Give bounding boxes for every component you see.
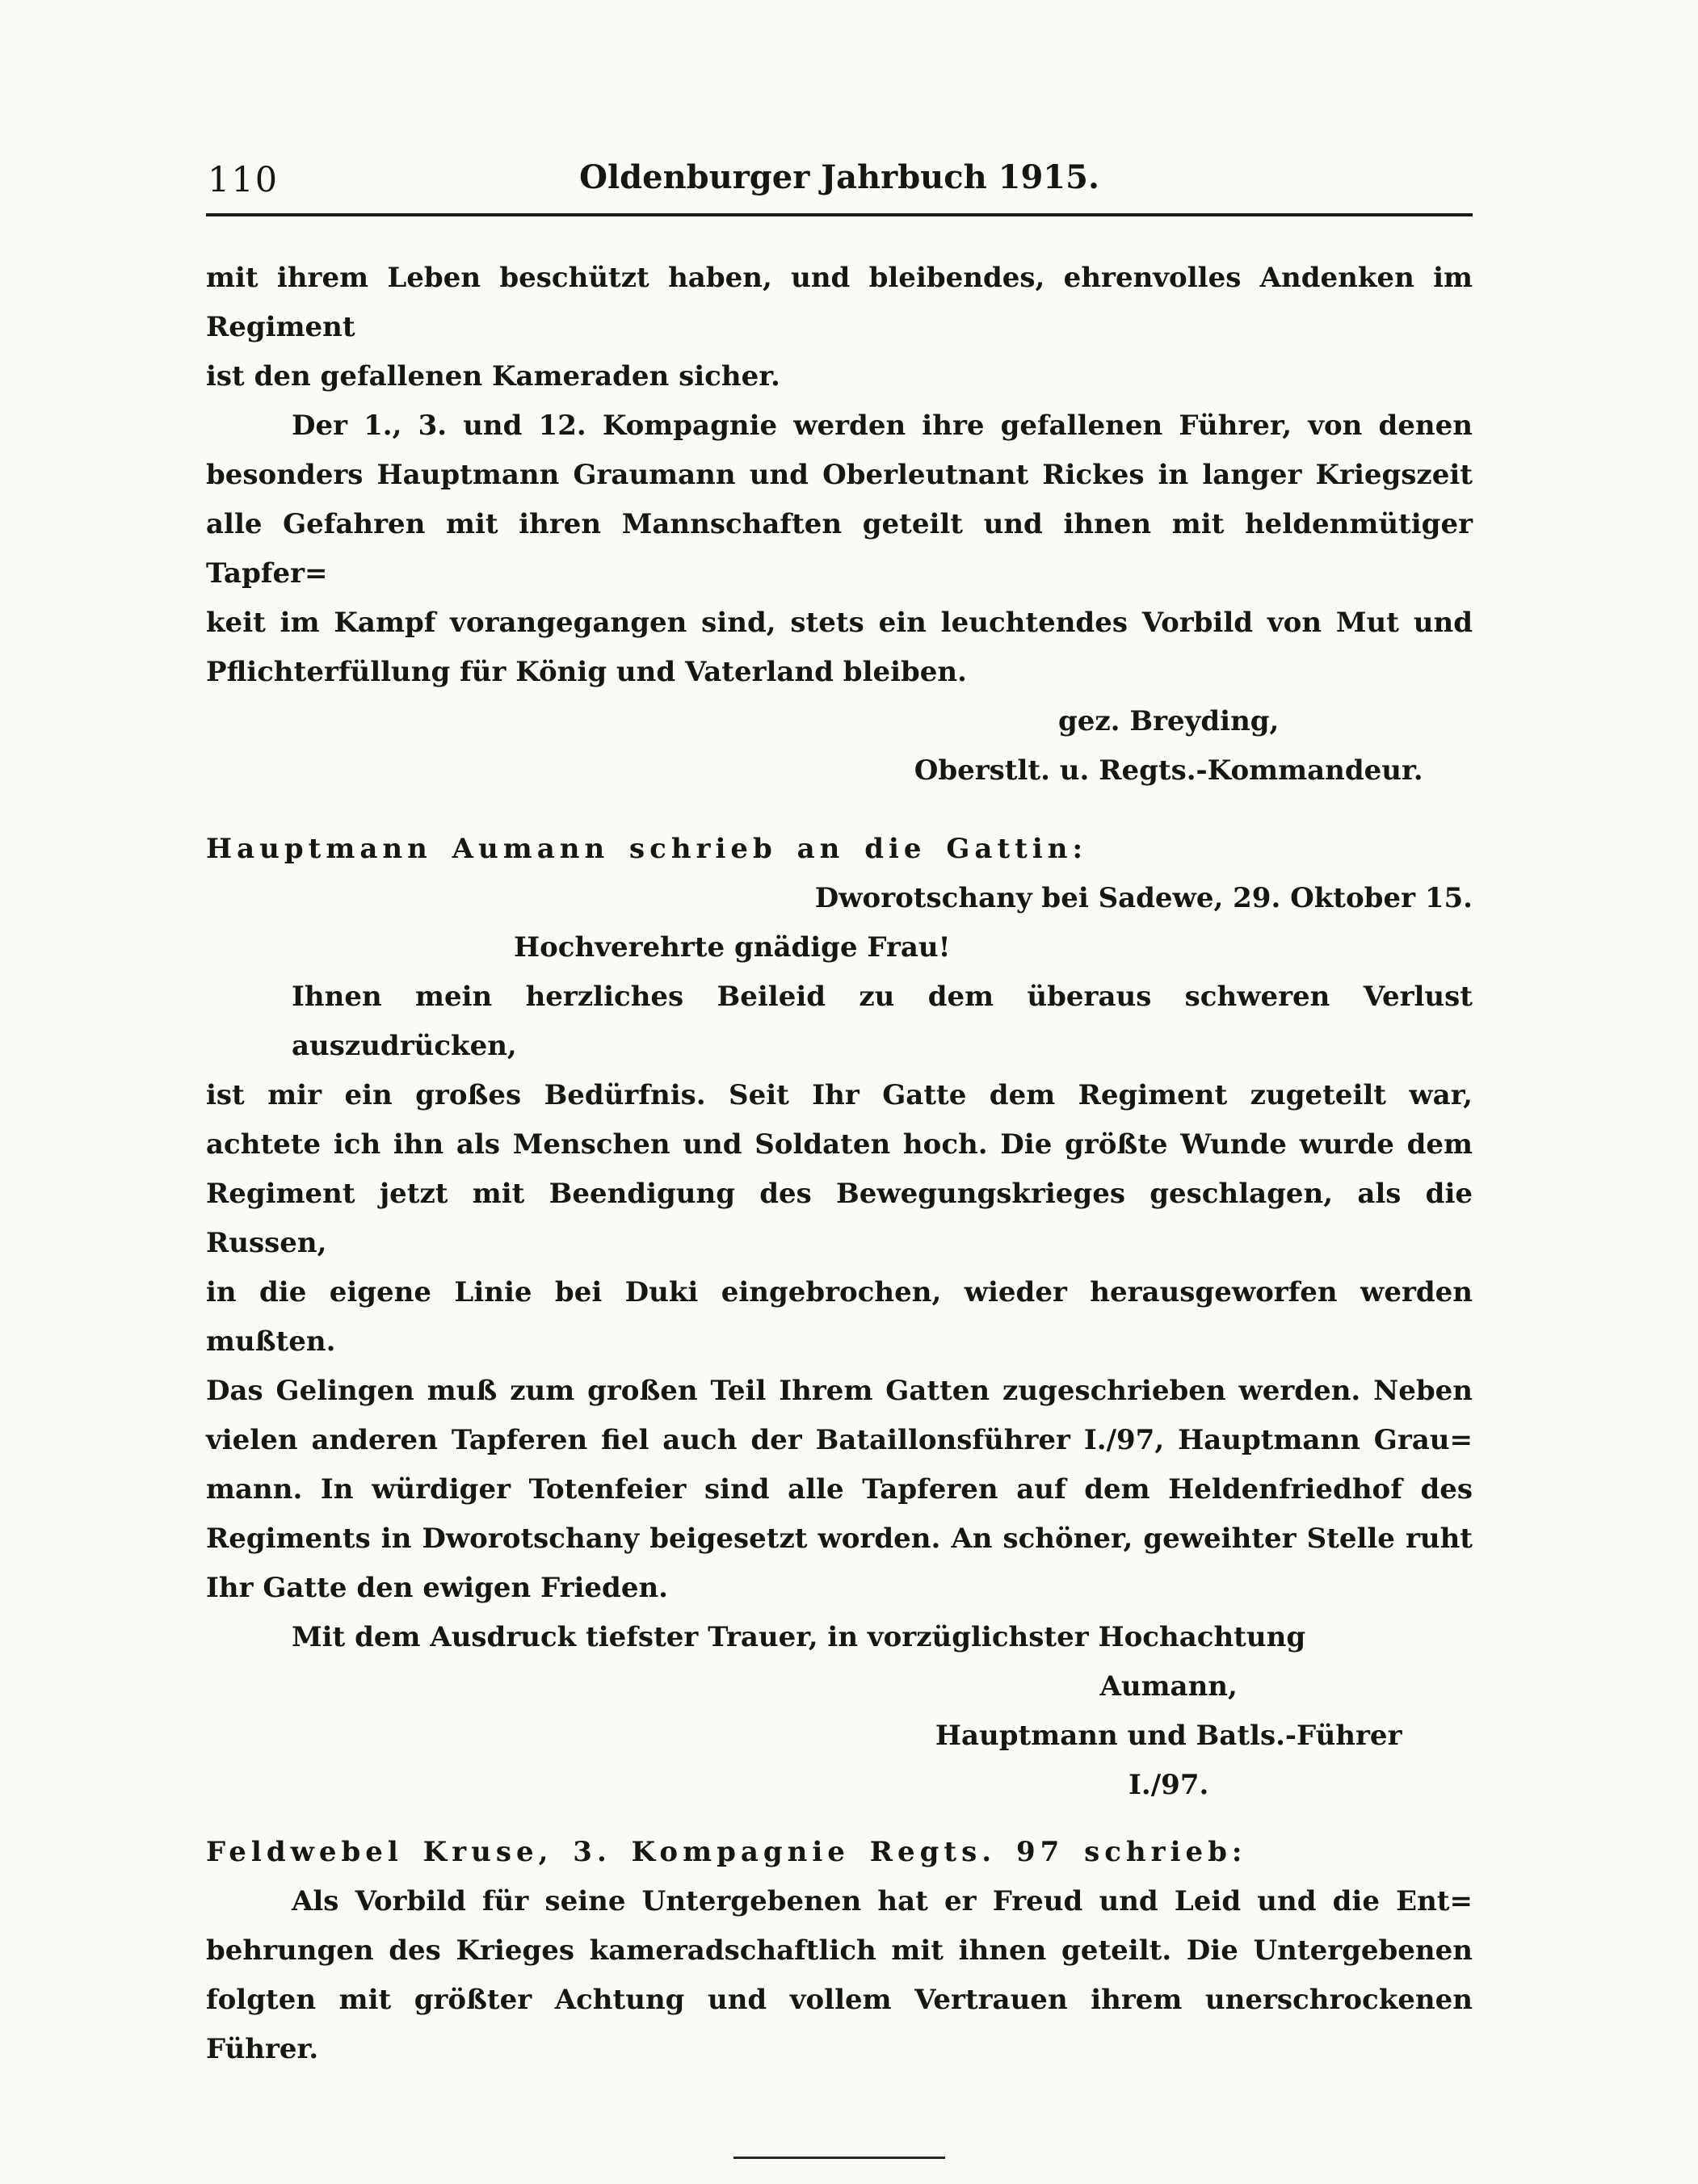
text-line: Ihr Gatte den ewigen Frieden. [206, 1572, 669, 1604]
section-divider-rule [733, 2157, 945, 2159]
text-line: ist mir ein großes Bedürfnis. Seit Ihr Gatte dem Regiment zugeteilt war, [206, 1079, 1473, 1111]
text-line: besonders Hauptmann Graumann und Oberleutnant Rickes in langer Kriegszeit [206, 459, 1473, 491]
text-line: in die eigene Linie bei Duki eingebrochen, wieder herausgeworfen werden mußten. [206, 1276, 1473, 1358]
page-header [206, 158, 1473, 200]
letter-salutation: Hochverehrte gnädige Frau! [514, 931, 951, 964]
signature-unit: I./97. [1128, 1769, 1209, 1801]
signature-rank: Oberstlt. u. Regts.-Kommandeur. [914, 754, 1423, 787]
text-line: mit ihrem Leben beschützt haben, und bleibendes, ehrenvolles Andenken im Regiment [206, 262, 1473, 343]
text-line: mann. In würdiger Totenfeier sind alle Tapferen auf dem Heldenfriedhof des [206, 1473, 1473, 1506]
text-line: Als Vorbild für seine Untergebenen hat er Freud und Leid und die Ent= [292, 1885, 1473, 1917]
text-line: achtete ich ihn als Menschen und Soldaten hoch. Die größte Wunde wurde dem [206, 1128, 1473, 1161]
text-line: vielen anderen Tapferen fiel auch der Bataillonsführer I./97, Hauptmann Grau= [206, 1424, 1473, 1456]
signature-aumann [864, 1662, 1473, 1810]
text-line: keit im Kampf vorangegangen sind, stets ein leuchtendes Vorbild von Mut und [206, 607, 1473, 639]
kruse-body [206, 1877, 1473, 2074]
page-number: 110 [208, 160, 279, 200]
signature-breyding [864, 697, 1473, 796]
text-block [206, 254, 1473, 2159]
text-line: folgten mit größter Achtung und vollem Vertrauen ihrem unerschrockenen Führer. [206, 1984, 1473, 2065]
journal-title: Oldenburger Jahrbuch 1915. [579, 158, 1099, 196]
text-line: Regiment jetzt mit Beendigung des Bewegungskrieges geschlagen, als die Russen, [206, 1178, 1473, 1259]
section-heading-kruse: Feldwebel Kruse, 3. Kompagnie Regts. 97 schrieb: [206, 1836, 1247, 1868]
text-line: Das Gelingen muß zum großen Teil Ihrem Gatten zugeschrieben werden. Neben [206, 1375, 1473, 1407]
signature-name: Aumann, [1099, 1670, 1238, 1703]
letter-closing: Mit dem Ausdruck tiefster Trauer, in vorzüglichster Hochachtung [292, 1621, 1306, 1653]
section-heading-aumann: Hauptmann Aumann schrieb an die Gattin: [206, 833, 1088, 865]
text-line: Regiments in Dworotschany beigesetzt worden. An schöner, geweihter Stelle ruht [206, 1522, 1473, 1555]
text-line: ist den gefallenen Kameraden sicher. [206, 360, 780, 393]
text-line: Ihnen mein herzliches Beileid zu dem überaus schweren Verlust auszudrücken, [292, 981, 1473, 1062]
paragraph-kompagnie [206, 401, 1473, 697]
signature-name: gez. Breyding, [1057, 705, 1280, 737]
text-line: Pflichterfüllung für König und Vaterland bleiben. [206, 656, 967, 688]
text-line: alle Gefahren mit ihren Mannschaften geteilt und ihnen mit heldenmütiger Tapfer= [206, 508, 1473, 590]
paragraph-continuation [206, 254, 1473, 401]
text-line: behrungen des Krieges kameradschaftlich mit ihnen geteilt. Die Untergebenen [206, 1934, 1473, 1967]
signature-rank: Hauptmann und Batls.-Führer [935, 1720, 1402, 1752]
letter-dateline: Dworotschany bei Sadewe, 29. Oktober 15. [814, 882, 1473, 914]
text-line: Der 1., 3. und 12. Kompagnie werden ihre gefallenen Führer, von denen [292, 410, 1473, 442]
header-rule [206, 213, 1473, 216]
letter-body [206, 972, 1473, 1613]
